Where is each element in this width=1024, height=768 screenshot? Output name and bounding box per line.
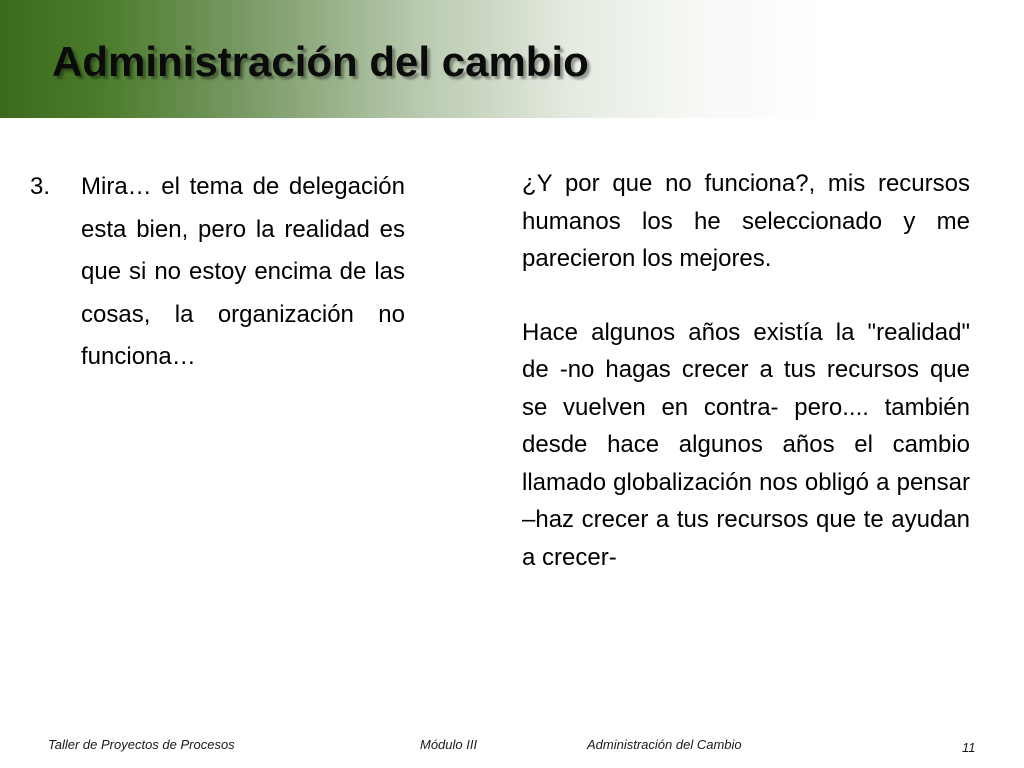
footer-course: Taller de Proyectos de Procesos <box>48 737 235 752</box>
footer-topic: Administración del Cambio <box>587 737 742 752</box>
right-column <box>522 165 970 576</box>
footer-page-number: 11 <box>962 740 976 755</box>
list-item-text: Mira… el tema de delegación esta bien, pero la realidad es que si no estoy encima de las cosas, la organización no funciona… <box>81 173 405 370</box>
list-item-number: 3. <box>30 173 51 200</box>
paragraph-question: ¿Y por que no funciona?, mis recursos humanos los he seleccionado y me parecieron los mejores. <box>522 170 970 272</box>
slide-title: Administración del cambio <box>52 38 589 85</box>
paragraph-globalization: Hace algunos años existía la "realidad" de -no hagas crecer a tus recursos que se vuelven en contra- pero.... también desde hace algunos años el cambio llamado globalización nos obligó a pensar –haz crecer a tus recursos que te ayudan a crecer- <box>522 318 970 571</box>
footer-module: Módulo III <box>420 737 478 752</box>
left-column <box>30 166 406 466</box>
